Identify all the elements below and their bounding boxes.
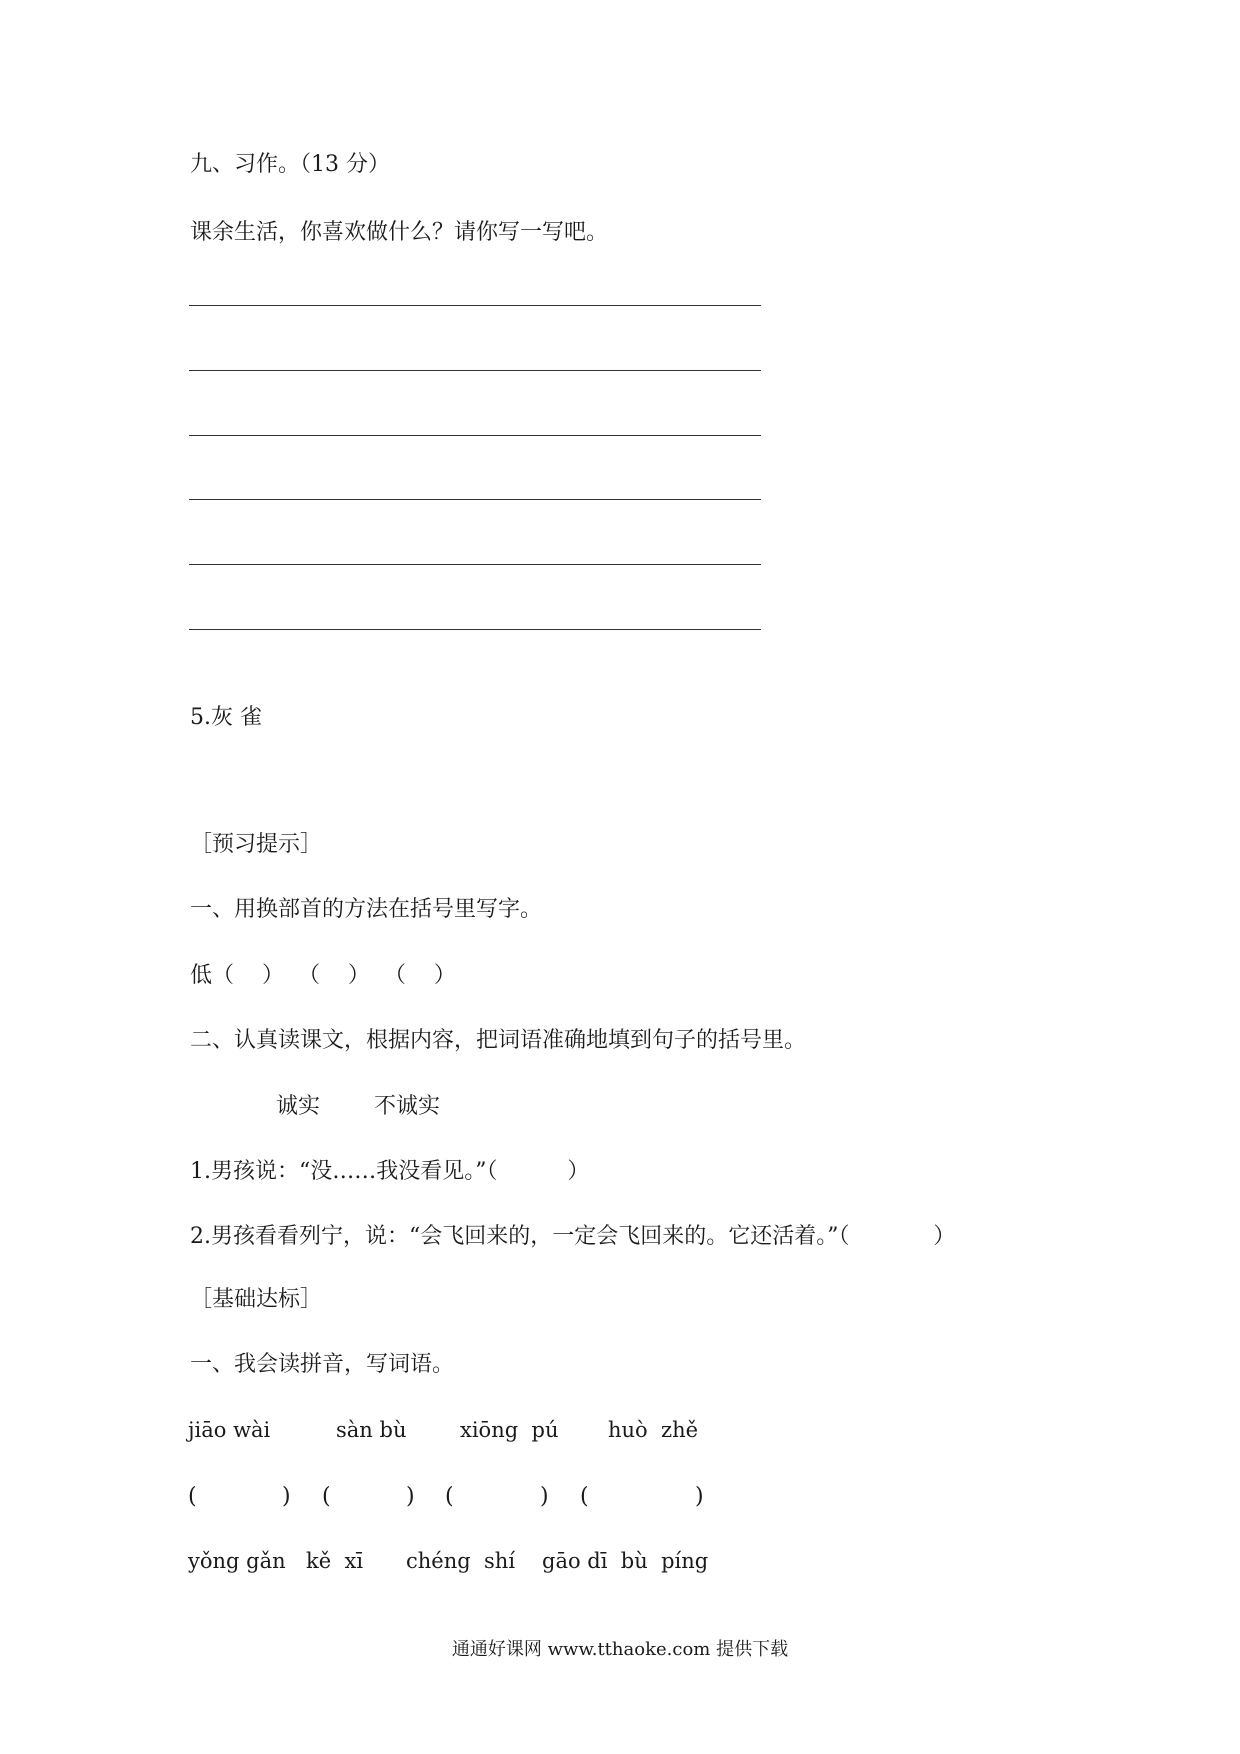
preview-tag: ［预习提示］ (190, 832, 323, 857)
basic-tag: ［基础达标］ (190, 1287, 323, 1312)
sentence-2: 2.男孩看看列宁，说：“会飞回来的，一定会飞回来的。它还活着。”（ ） (190, 1224, 956, 1249)
pinyin-item: yǒng gǎn (188, 1549, 286, 1573)
writing-line (189, 305, 761, 306)
pinyin-item: gāo dī bù píng (542, 1549, 709, 1573)
composition-prompt: 课余生活，你喜欢做什么？请你写一写吧。 (190, 220, 609, 245)
pinyin-item: sàn bù (336, 1418, 407, 1442)
answer-bracket-close: ) (540, 1484, 549, 1509)
word-option-honest: 诚实 (276, 1094, 321, 1119)
word-option-dishonest: 不诚实 (374, 1094, 441, 1119)
page-footer: 通通好课网 www.tthaoke.com 提供下载 (451, 1639, 789, 1660)
writing-line (189, 435, 761, 436)
writing-line (189, 564, 761, 565)
basic-question-1: 一、我会读拼音，写词语。 (190, 1352, 455, 1377)
answer-bracket-close: ) (282, 1484, 291, 1509)
pinyin-item: xiōng pú (460, 1418, 559, 1442)
section-nine-heading: 九、习作。（13 分） (190, 152, 390, 177)
preview-question-1: 一、用换部首的方法在括号里写字。 (190, 897, 543, 922)
sentence-1: 1.男孩说：“没……我没看见。”（ ） (190, 1159, 590, 1184)
answer-bracket-close: ) (406, 1484, 415, 1509)
answer-bracket-close: ) (695, 1484, 704, 1509)
answer-bracket-open: ( (580, 1484, 589, 1509)
answer-bracket-open: ( (188, 1484, 197, 1509)
pinyin-item: huò zhě (608, 1418, 699, 1442)
writing-line (189, 499, 761, 500)
pinyin-item: kě xī (306, 1549, 364, 1573)
preview-question-2: 二、认真读课文，根据内容，把词语准确地填到句子的括号里。 (190, 1028, 807, 1053)
writing-line (189, 629, 761, 630)
pinyin-item: chéng shí (406, 1549, 516, 1573)
answer-bracket-open: ( (445, 1484, 454, 1509)
pinyin-item: jiāo wài (188, 1418, 271, 1442)
writing-line (189, 370, 761, 371)
answer-bracket-open: ( (322, 1484, 331, 1509)
lesson-title: 5.灰 雀 (190, 705, 262, 730)
radical-answer-blanks: 低（ ） （ ） （ ） (190, 963, 456, 988)
